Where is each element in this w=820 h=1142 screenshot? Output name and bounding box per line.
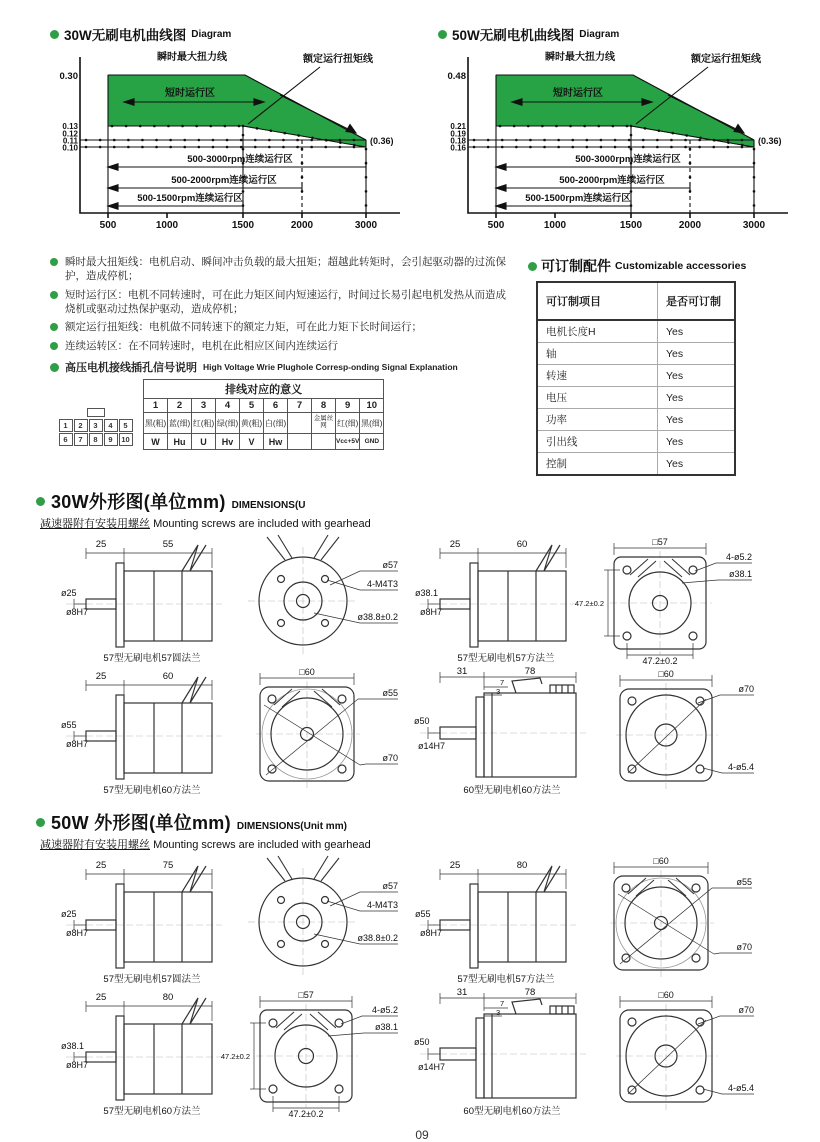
note-item	[50, 289, 514, 317]
dim-flange1: ø70	[738, 684, 754, 694]
wire-signal: V	[240, 434, 264, 450]
wire-signal: W	[144, 434, 168, 450]
dim-length2: 60	[516, 539, 528, 550]
dim-length1: 25	[95, 992, 107, 1003]
accessories-header-row	[537, 282, 735, 320]
drawing-30w-60-square-flange	[60, 665, 400, 797]
y-tick: 0.30	[59, 71, 78, 82]
wire-color	[288, 413, 312, 434]
wire-signal-table	[143, 379, 384, 450]
x-tick: 500	[487, 220, 505, 231]
motor-side-view	[74, 998, 212, 1100]
wire-number: 2	[168, 399, 192, 413]
dims-30w-row2	[36, 665, 808, 797]
bullet-icon	[50, 323, 58, 331]
dims-50w-row1	[36, 854, 808, 986]
signal-heading	[50, 359, 514, 375]
y-tick: 0.16	[450, 143, 466, 153]
drawing-caption: 60型无刷电机60方法兰	[463, 1106, 561, 1117]
dim-flange2: 4-M4T3	[366, 579, 398, 589]
pin-label: 3	[89, 419, 103, 432]
dim-flange-bottom: 47.2±0.2	[288, 1109, 324, 1118]
note-text: 额定运行扭矩线：电机做不同转速下的额定力矩，可在此力矩下长时间运行；	[65, 321, 422, 334]
drawing-caption: 60型无刷电机60方法兰	[463, 785, 561, 796]
note-item	[50, 340, 514, 354]
connector-tab	[87, 408, 105, 417]
y-tick: 0.21	[450, 122, 466, 131]
dim-shaft1: ø55	[415, 909, 431, 919]
pin-label: 2	[74, 419, 88, 432]
drawing-50w-57-square-flange	[60, 986, 400, 1118]
drawing-50w-57-round-flange	[60, 854, 400, 986]
dim-length1: 25	[95, 671, 107, 682]
pin-label: 1	[59, 419, 73, 432]
dim-length1: 25	[449, 539, 461, 550]
dim-flange1: ø57	[382, 881, 398, 891]
torque-region	[496, 75, 754, 147]
dim-flange-bottom: 47.2±0.2	[642, 656, 678, 665]
motor-side-view	[74, 545, 212, 647]
notes-column	[36, 256, 514, 476]
connector-icon	[58, 408, 133, 446]
dim-flange1: ø55	[382, 688, 398, 698]
dims-title-cn: 30W外形图(单位mm)	[51, 492, 226, 512]
dim-shaft1: ø25	[61, 909, 77, 919]
dims-subtitle-cn: 减速器附有安装用螺丝	[40, 839, 150, 851]
table-row	[537, 453, 735, 476]
accessory-item: 轴	[537, 343, 658, 365]
dim-shaft2: ø8H7	[66, 739, 89, 749]
motor-side-view	[428, 545, 566, 647]
dims-50w-section	[36, 809, 808, 1118]
x-tick: 2000	[678, 220, 702, 231]
square-flange-view	[260, 673, 398, 781]
dim-shaft1: ø25	[61, 588, 77, 598]
motor-side-view	[428, 672, 576, 777]
dim-shaft2: ø8H7	[66, 607, 89, 617]
wire-number: 7	[288, 399, 312, 413]
dim-shaft2: ø8H7	[66, 1060, 89, 1070]
table-row	[537, 365, 735, 387]
accessory-item: 功率	[537, 409, 658, 431]
accessory-value: Yes	[658, 431, 736, 453]
dim-flange-top: □60	[299, 667, 315, 677]
dim-shaft1: ø50	[414, 716, 430, 726]
dim-length2: 78	[524, 987, 536, 998]
accessories-title-en: Customizable accessories	[615, 260, 747, 272]
dim-sub2: 3	[496, 687, 501, 696]
centerlines	[420, 870, 714, 978]
wire-assembly	[58, 379, 514, 450]
wire-number: 4	[216, 399, 240, 413]
dim-length2: 60	[162, 671, 174, 682]
chart-title-cn: 30W无刷电机曲线图	[64, 28, 187, 43]
accessories-col2-header: 是否可订制	[658, 282, 736, 320]
dim-flange2: 4-ø5.4	[727, 1083, 754, 1093]
bullet-icon	[50, 291, 58, 299]
chart-title-en: Diagram	[191, 28, 232, 40]
dim-length2: 55	[162, 539, 174, 550]
dim-shaft1: ø50	[414, 1037, 430, 1047]
y-tick: 0.18	[450, 136, 466, 146]
peak-value: (0.36)	[758, 136, 782, 146]
zone-label-1500: 500-1500rpm连续运行区	[137, 193, 243, 204]
dim-length1: 25	[95, 539, 107, 550]
pin-label: 10	[119, 433, 133, 446]
drawing-30w-57-square-flange	[414, 533, 754, 665]
label-rated-torque: 额定运行扭矩线	[691, 54, 761, 65]
bullet-icon	[50, 258, 58, 266]
bullet-icon	[50, 342, 58, 350]
dim-sub2: 3	[496, 1008, 501, 1017]
wire-color: 红(细)	[336, 413, 360, 434]
dim-flange3: ø38.8±0.2	[357, 612, 398, 622]
connector-pin-row	[58, 418, 133, 432]
pin-label: 9	[104, 433, 118, 446]
dims-30w-section	[36, 488, 808, 797]
dim-flange-top: □60	[653, 856, 669, 866]
dim-flange-left: 47.2±0.2	[574, 599, 604, 608]
x-tick: 1500	[619, 220, 643, 231]
dim-flange3: ø38.8±0.2	[357, 933, 398, 943]
dims-subtitle	[40, 515, 808, 531]
accessories-col1-header: 可订制项目	[537, 282, 658, 320]
accessory-value: Yes	[658, 320, 736, 343]
middle-section	[36, 256, 808, 476]
accessories-table	[536, 281, 736, 476]
chart-title-cn: 50W无刷电机曲线图	[452, 28, 575, 43]
y-tick: 0.48	[447, 71, 466, 82]
dim-sub1: 7	[500, 999, 505, 1008]
motor-side-view	[428, 993, 576, 1098]
accessory-item: 引出线	[537, 431, 658, 453]
chart-panel-50w	[424, 24, 804, 248]
dims-subtitle-en: Mounting screws are included with gearhead	[153, 518, 371, 530]
accessory-item: 电机长度H	[537, 320, 658, 343]
dim-sub1: 7	[500, 678, 505, 687]
zone-label-3000: 500-3000rpm连续运行区	[187, 154, 293, 165]
wire-signal-row	[144, 434, 384, 450]
wire-signal: Hv	[216, 434, 240, 450]
note-item	[50, 321, 514, 335]
chart-title-50w	[438, 24, 804, 44]
dim-flange-top: □57	[652, 537, 668, 547]
wire-signal: U	[192, 434, 216, 450]
wire-color: 黑(细)	[360, 413, 384, 434]
wire-color-row	[144, 413, 384, 434]
x-tick: 500	[99, 220, 117, 231]
wire-color: 蓝(细)	[168, 413, 192, 434]
dims-subtitle-en: Mounting screws are included with gearhead	[153, 839, 371, 851]
chart-title-en: Diagram	[579, 28, 620, 40]
pin-label: 4	[104, 419, 118, 432]
wire-signal: GND	[360, 434, 384, 450]
x-tick: 1500	[231, 220, 255, 231]
accessories-title-cn: 可订制配件	[541, 258, 611, 274]
dim-flange-top: □60	[658, 669, 674, 679]
drawing-caption: 57型无刷电机57圆法兰	[103, 653, 201, 664]
torque-chart-50w	[424, 45, 804, 243]
dim-flange2: ø70	[382, 753, 398, 763]
label-short-zone: 短时运行区	[165, 88, 215, 99]
peak-value: (0.36)	[370, 136, 394, 146]
pin-label: 7	[74, 433, 88, 446]
x-tick: 3000	[354, 220, 378, 231]
dim-flange2: 4-M4T3	[366, 900, 398, 910]
wire-signal: Hw	[264, 434, 288, 450]
dim-flange1: ø57	[382, 560, 398, 570]
label-rated-torque: 额定运行扭矩线	[303, 54, 373, 65]
pin-label: 8	[89, 433, 103, 446]
bullet-icon	[528, 262, 537, 271]
wire-color: 绿(细)	[216, 413, 240, 434]
zone-label-3000: 500-3000rpm连续运行区	[575, 154, 681, 165]
motor-side-view	[74, 866, 212, 968]
dim-shaft2: ø8H7	[420, 607, 443, 617]
wire-signal	[288, 434, 312, 450]
wire-number: 5	[240, 399, 264, 413]
zone-label-1500: 500-1500rpm连续运行区	[525, 193, 631, 204]
x-tick: 1000	[155, 220, 179, 231]
torque-chart-30w	[36, 45, 416, 243]
dim-shaft2: ø8H7	[420, 928, 443, 938]
accessory-value: Yes	[658, 365, 736, 387]
table-row	[537, 387, 735, 409]
drawing-caption: 57型无刷电机57方法兰	[457, 653, 555, 664]
table-row	[537, 320, 735, 343]
wire-number: 10	[360, 399, 384, 413]
motor-side-view	[74, 677, 212, 779]
wire-color: 红(粗)	[192, 413, 216, 434]
centerlines	[420, 1004, 718, 1110]
bullet-icon	[438, 30, 447, 39]
chart-title-30w	[50, 24, 416, 44]
dim-flange2: ø38.1	[728, 569, 752, 579]
wire-signal	[312, 434, 336, 450]
drawing-30w-60-motor	[414, 665, 754, 797]
table-row	[537, 343, 735, 365]
signal-heading-en: High Voltage Wrie Plughole Corresp-onding Signal Explanation	[203, 362, 458, 373]
dim-flange1: 4-ø5.2	[725, 552, 752, 562]
x-tick: 2000	[290, 220, 314, 231]
accessories-heading	[528, 256, 763, 276]
centerlines	[420, 683, 718, 789]
signal-heading-cn: 高压电机接线插孔信号说明	[65, 362, 197, 375]
chart-panel-30w	[36, 24, 416, 248]
note-text: 瞬时最大扭矩线：电机启动、瞬间冲击负载的最大扭矩；超越此转矩时，会引起驱动器的过流保护，造成停机；	[65, 256, 506, 282]
dim-shaft2: ø14H7	[418, 741, 446, 751]
dims-subtitle	[40, 836, 808, 852]
dims-title-en: DIMENSIONS(Unit mm)	[236, 821, 347, 832]
pin-label: 6	[59, 433, 73, 446]
wire-number: 9	[336, 399, 360, 413]
page-number: 09	[415, 1128, 429, 1142]
dims-50w-heading	[36, 809, 808, 835]
zone-label-2000: 500-2000rpm连续运行区	[559, 175, 665, 186]
dim-shaft2: ø8H7	[66, 928, 89, 938]
accessory-value: Yes	[658, 343, 736, 365]
dims-50w-row2	[36, 986, 808, 1118]
table-row	[537, 431, 735, 453]
wire-color: 黄(粗)	[240, 413, 264, 434]
dim-flange2: 4-ø5.4	[727, 762, 754, 772]
dim-shaft1: ø55	[61, 720, 77, 730]
accessory-item: 转速	[537, 365, 658, 387]
wire-number: 3	[192, 399, 216, 413]
wire-number: 6	[264, 399, 288, 413]
dim-shaft1: ø38.1	[61, 1041, 85, 1051]
dim-length1: 31	[456, 987, 468, 998]
dim-flange1: 4-ø5.2	[371, 1005, 398, 1015]
charts-row	[36, 24, 808, 248]
wire-color: 白(细)	[264, 413, 288, 434]
accessory-item: 电压	[537, 387, 658, 409]
bullet-icon	[36, 497, 45, 506]
dim-flange1: ø70	[738, 1005, 754, 1015]
dim-flange-top: □57	[298, 990, 314, 1000]
label-max-torque: 瞬时最大扭力线	[545, 52, 615, 63]
label-short-zone: 短时运行区	[553, 88, 603, 99]
note-text: 短时运行区：电机不同转速时，可在此力矩区间内短速运行，时间过长易引起电机发热从而造成烧机或驱动过热保护驱动，造成停机；	[65, 288, 506, 315]
drawing-50w-60-motor	[414, 986, 754, 1118]
accessory-value: Yes	[658, 409, 736, 431]
accessory-item: 控制	[546, 458, 567, 470]
dim-length1: 25	[95, 860, 107, 871]
wire-number-row	[144, 399, 384, 413]
dim-length2: 80	[162, 992, 174, 1003]
square-flange-view	[614, 862, 752, 970]
table-row	[537, 409, 735, 431]
dim-flange-left: 47.2±0.2	[220, 1052, 250, 1061]
dim-flange-top: □60	[658, 990, 674, 1000]
note-item	[50, 256, 514, 284]
x-tick: 1000	[543, 220, 567, 231]
dims-subtitle-cn: 减速器附有安装用螺丝	[40, 518, 150, 530]
x-tick: 3000	[742, 220, 766, 231]
bullet-icon	[50, 30, 59, 39]
wire-number: 8	[312, 399, 336, 413]
label-max-torque: 瞬时最大扭力线	[157, 52, 227, 63]
dim-flange1: ø55	[736, 877, 752, 887]
dim-shaft1: ø38.1	[415, 588, 439, 598]
bullet-icon	[50, 363, 59, 372]
connector-pin-row	[58, 432, 133, 446]
y-tick: 0.19	[450, 129, 466, 139]
drawing-caption: 57型无刷电机60方法兰	[103, 1106, 201, 1117]
dims-30w-row1	[36, 533, 808, 665]
dim-length2: 80	[516, 860, 528, 871]
drawing-caption: 57型无刷电机60方法兰	[103, 785, 201, 796]
wire-number: 1	[144, 399, 168, 413]
dim-flange2: ø38.1	[374, 1022, 398, 1032]
dims-30w-heading	[36, 488, 808, 514]
wire-signal: Vcc+5V	[336, 434, 360, 450]
wire-table-header: 排线对应的意义	[144, 380, 384, 399]
motor-side-view	[428, 866, 566, 968]
dim-length2: 75	[162, 860, 174, 871]
round-flange-view	[259, 535, 398, 645]
drawing-caption: 57型无刷电机57方法兰	[457, 974, 555, 985]
y-tick: 0.10	[62, 143, 78, 153]
y-tick: 0.11	[62, 136, 78, 146]
torque-region	[108, 75, 366, 147]
y-tick: 0.13	[62, 122, 78, 131]
accessory-value: Yes	[658, 387, 736, 409]
accessory-value: Yes	[658, 453, 736, 476]
accessories-column	[528, 256, 763, 476]
note-text: 连续运转区：在不同转速时，电机在此相应区间内连续运行	[65, 340, 338, 353]
dim-length1: 25	[449, 860, 461, 871]
dim-shaft2: ø14H7	[418, 1062, 446, 1072]
drawing-50w-60-square-flange	[414, 854, 754, 986]
dim-length1: 31	[456, 666, 468, 677]
dims-title-en: DIMENSIONS(U	[231, 500, 306, 511]
round-flange-view	[259, 856, 398, 966]
bullet-icon	[36, 818, 45, 827]
dims-title-cn: 50W 外形图(单位mm)	[51, 813, 231, 833]
wire-color: 黑(粗)	[144, 413, 168, 434]
dim-flange2: ø70	[736, 942, 752, 952]
centerlines	[66, 681, 360, 789]
drawing-30w-57-round-flange	[60, 533, 400, 665]
dim-length2: 78	[524, 666, 536, 677]
y-tick: 0.12	[62, 129, 78, 139]
wire-signal: Hu	[168, 434, 192, 450]
zone-label-2000: 500-2000rpm连续运行区	[171, 175, 277, 186]
pin-label: 5	[119, 419, 133, 432]
drawing-caption: 57型无刷电机57圆法兰	[103, 974, 201, 985]
wire-color: 金属丝网	[312, 413, 336, 434]
